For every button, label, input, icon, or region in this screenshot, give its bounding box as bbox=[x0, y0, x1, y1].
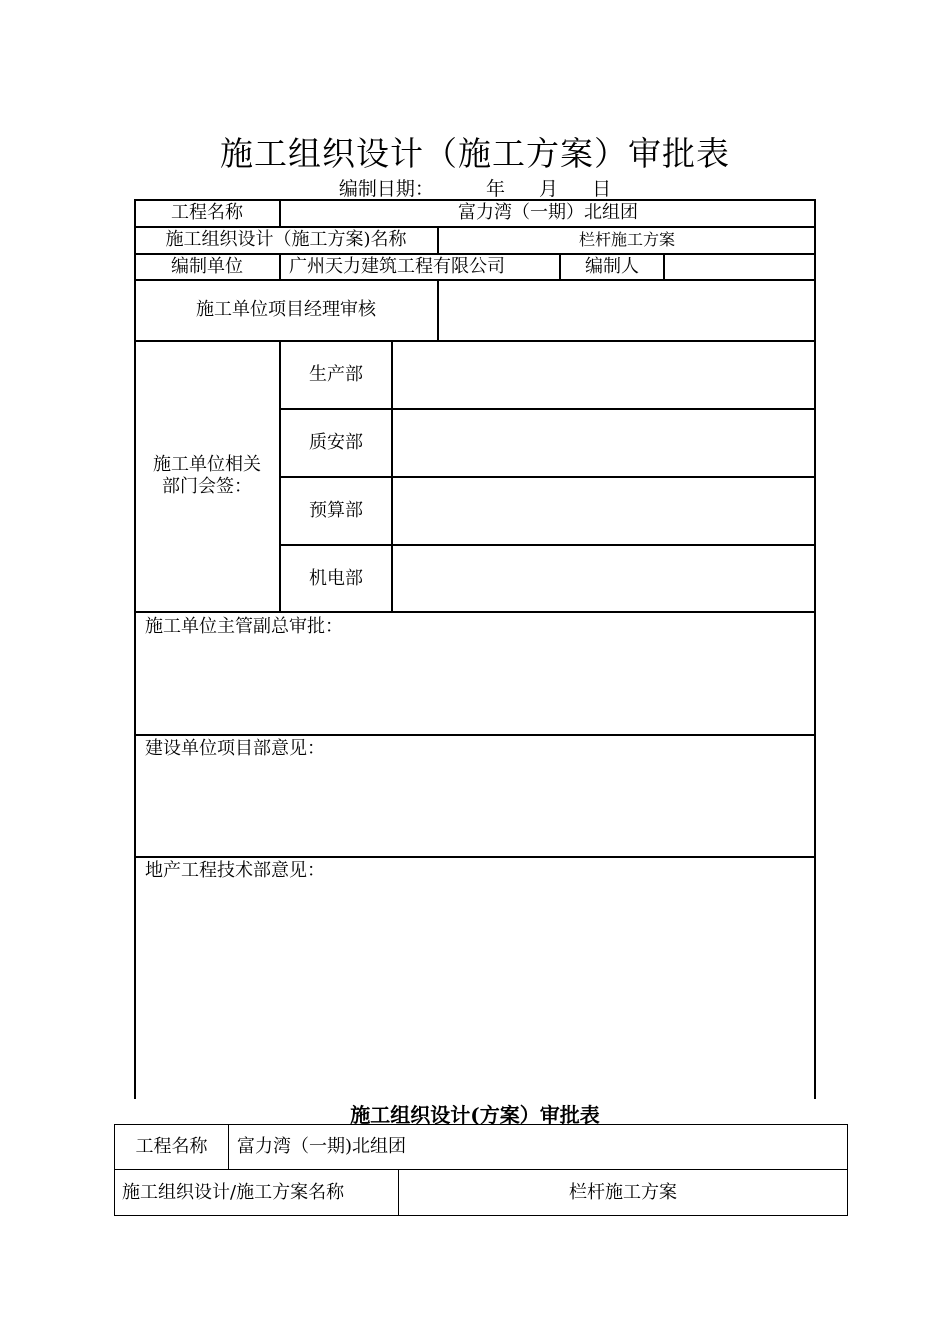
compile-unit-value: 广州天力建筑工程有限公司 bbox=[289, 256, 505, 277]
vp-approval-label: 施工单位主管副总审批： bbox=[145, 616, 343, 637]
dept-mechanical-electrical: 机电部 bbox=[309, 568, 363, 589]
dept-sign-label-line1: 施工单位相关 bbox=[153, 454, 261, 475]
form2-project-name-label: 工程名称 bbox=[135, 1136, 208, 1157]
form2-title: 施工组织设计(方案）审批表 bbox=[350, 1103, 600, 1127]
dept-budget: 预算部 bbox=[309, 500, 363, 521]
compile-unit-label: 编制单位 bbox=[171, 256, 243, 277]
compiler-label: 编制人 bbox=[585, 256, 639, 277]
dept-sign-label bbox=[135, 454, 279, 497]
project-name-value: 富力湾（一期）北组团 bbox=[458, 202, 638, 223]
form2-plan-name-label: 施工组织设计/施工方案名称 bbox=[122, 1182, 345, 1203]
pm-review-field[interactable] bbox=[440, 282, 812, 338]
date-month: 月 bbox=[539, 178, 559, 200]
form2-project-name-value: 富力湾（一期)北组团 bbox=[237, 1136, 407, 1157]
date-label: 编制日期： bbox=[338, 178, 434, 200]
owner-opinion-label: 建设单位项目部意见： bbox=[145, 738, 325, 759]
dept-production: 生产部 bbox=[309, 364, 363, 385]
dept-quality-safety-sign-field[interactable] bbox=[394, 411, 812, 475]
realestate-opinion-label: 地产工程技术部意见： bbox=[145, 860, 325, 881]
dept-mechanical-electrical-sign-field[interactable] bbox=[394, 547, 812, 610]
vp-approval-field[interactable] bbox=[137, 640, 812, 732]
dept-production-sign-field[interactable] bbox=[394, 343, 812, 407]
form2-plan-name-value: 栏杆施工方案 bbox=[569, 1182, 677, 1203]
realestate-opinion-field[interactable] bbox=[137, 884, 812, 1094]
dept-sign-label-line2: 部门会签： bbox=[162, 475, 252, 497]
date-day: 日 bbox=[592, 178, 612, 200]
dept-quality-safety: 质安部 bbox=[309, 432, 363, 453]
project-name-label: 工程名称 bbox=[171, 202, 243, 223]
owner-opinion-field[interactable] bbox=[137, 762, 812, 854]
dept-budget-sign-field[interactable] bbox=[394, 479, 812, 543]
plan-name-label: 施工组织设计（施工方案)名称 bbox=[165, 229, 407, 250]
date-year: 年 bbox=[485, 178, 505, 200]
compile-date-line bbox=[0, 174, 950, 201]
form-title: 施工组织设计（施工方案）审批表 bbox=[220, 134, 730, 173]
pm-review-label: 施工单位项目经理审核 bbox=[196, 299, 376, 320]
plan-name-value: 栏杆施工方案 bbox=[578, 230, 675, 249]
